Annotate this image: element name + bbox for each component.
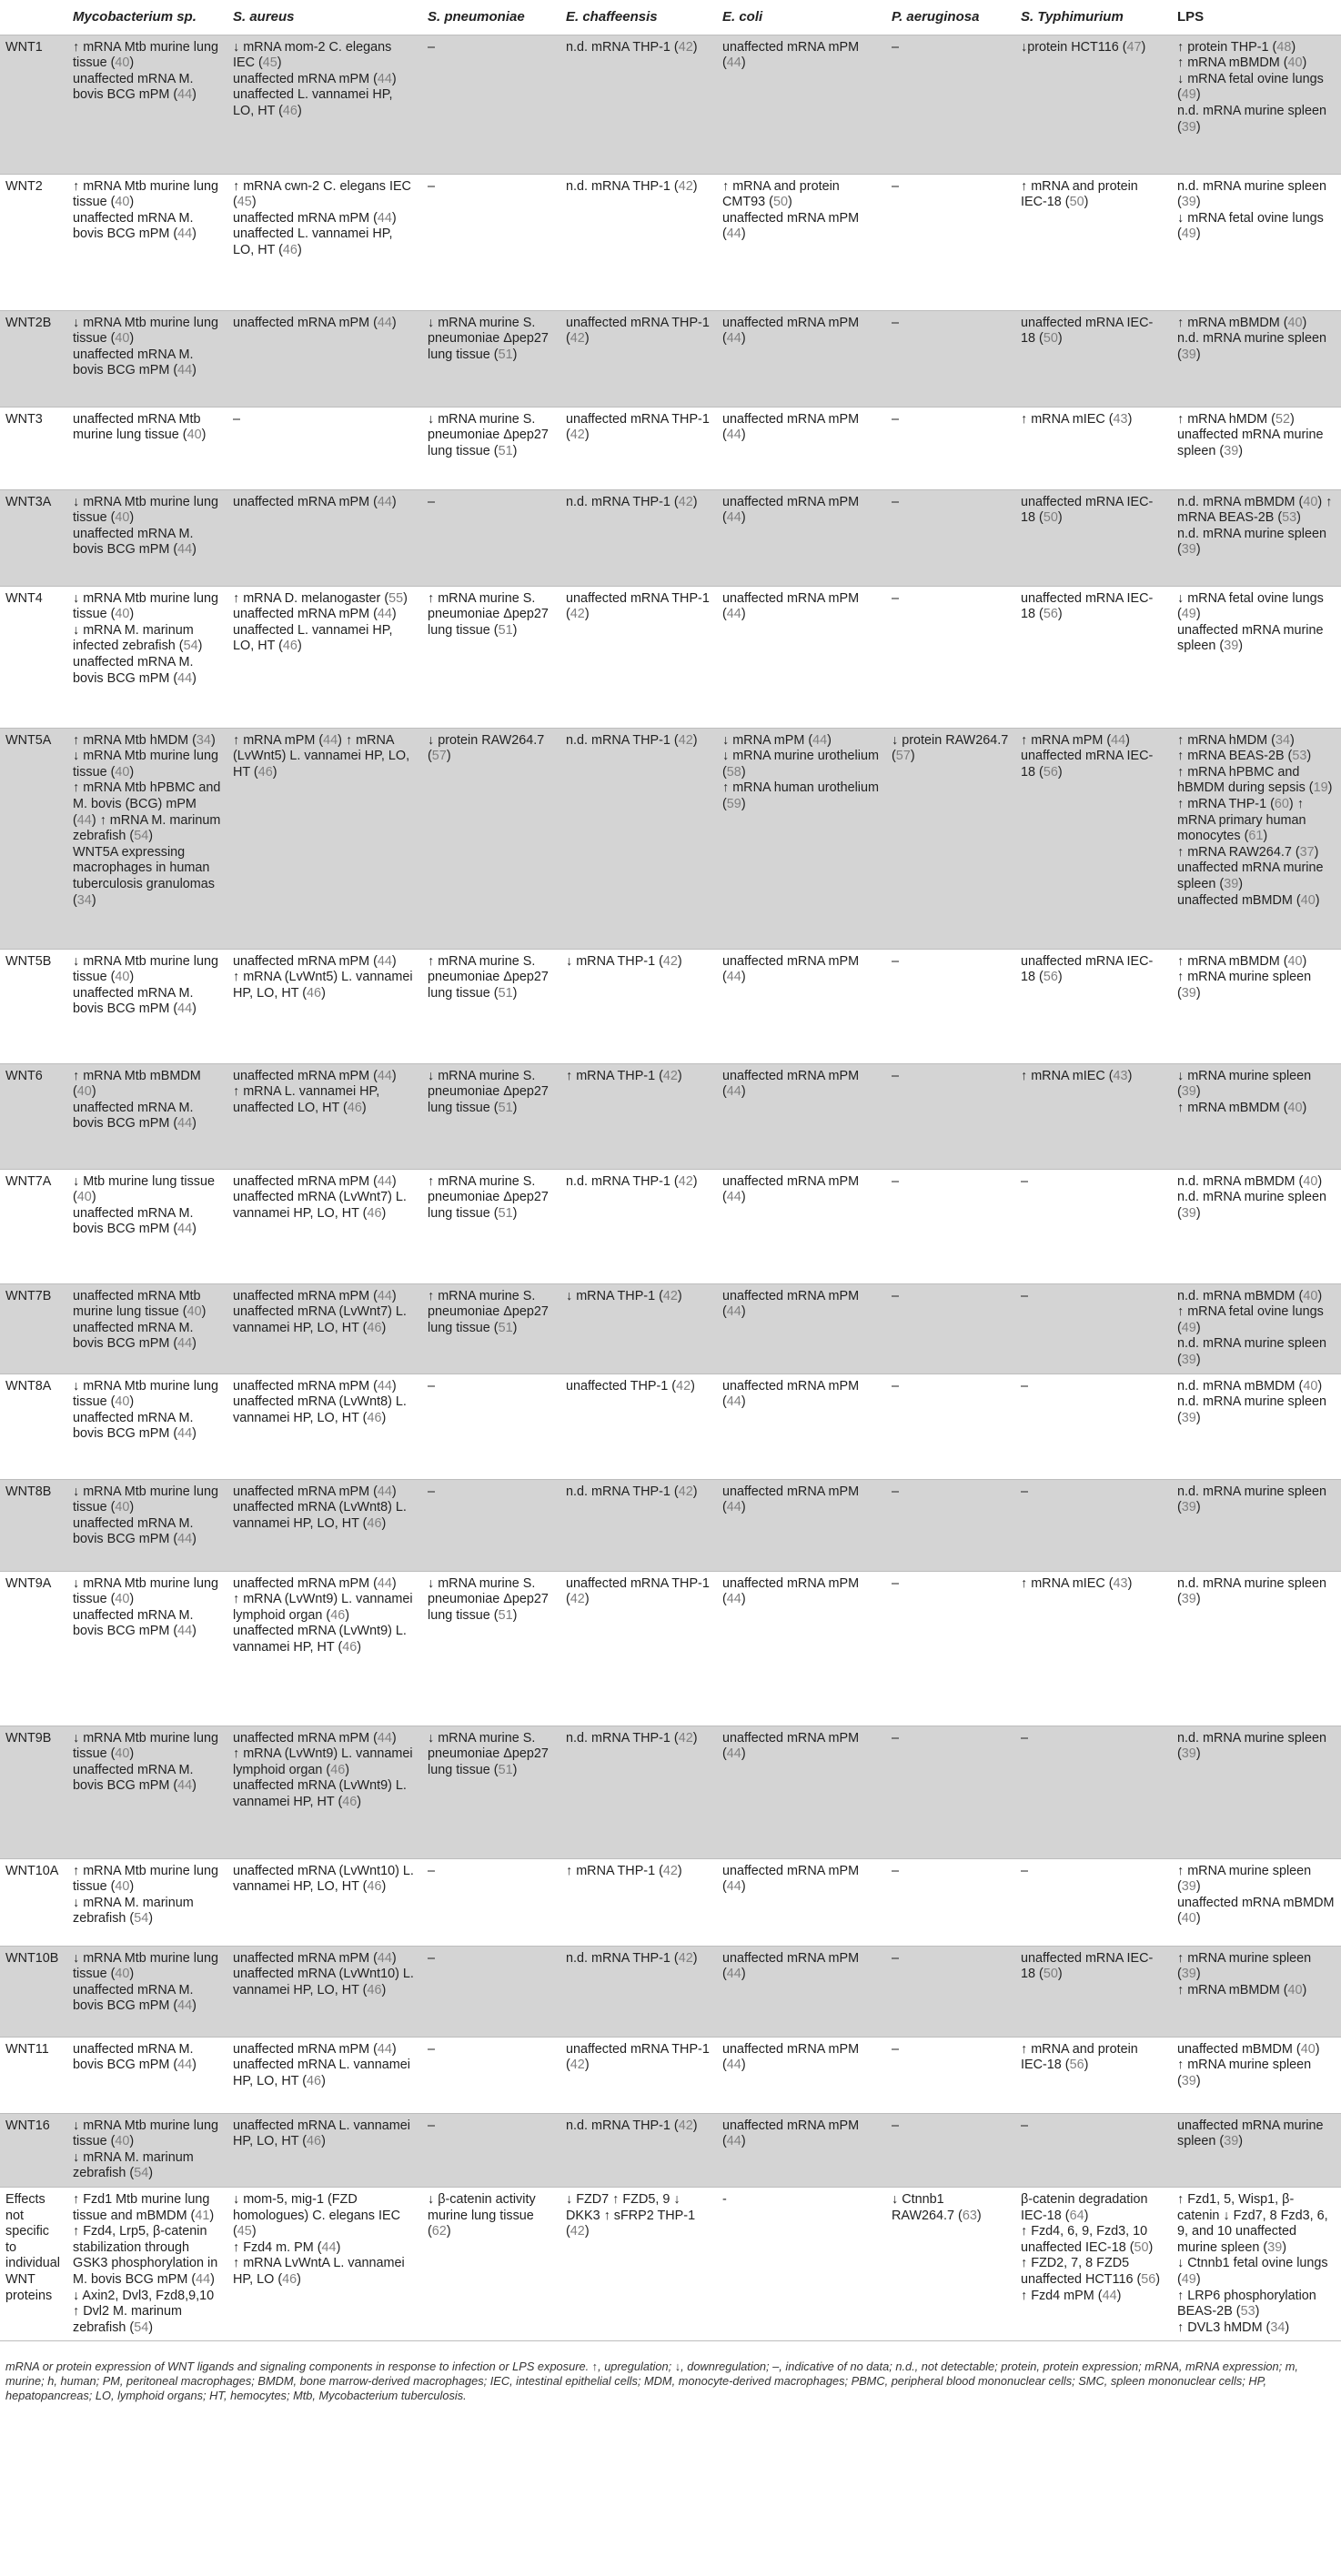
table-cell: unaffected mRNA THP-1 (42) [560, 310, 717, 407]
table-row [0, 1283, 1341, 1374]
table-cell: ↓ mRNA murine S. pneumoniae Δpep27 lung tissue (51) [422, 1571, 560, 1726]
table-cell: unaffected THP-1 (42) [560, 1374, 717, 1479]
table-cell: ↑ mRNA D. melanogaster (55) unaffected mRNA mPM (44) unaffected L. vannamei HP, LO, HT (46) [227, 586, 422, 728]
table-cell: ↓ mRNA Mtb murine lung tissue (40) unaffected mRNA M. bovis BCG mPM (44) [67, 1726, 227, 1858]
table-cell: unaffected mRNA (LvWnt10) L. vannamei HP, LO, HT (46) [227, 1858, 422, 1946]
table-cell: β-catenin degradation IEC-18 (64) ↑ Fzd4, 6, 9, Fzd3, 10 unaffected IEC-18 (50) ↑ FZD2, 7, 8 FZD5 unaffected HCT116 (56) ↑ Fzd4 mPM (44) [1015, 2187, 1172, 2340]
row-label: WNT2 [0, 174, 67, 310]
row-label: WNT16 [0, 2113, 67, 2187]
table-cell: ↑ Fzd1 Mtb murine lung tissue and mBMDM (41) ↑ Fzd4, Lrp5, β-catenin stabilization through GSK3 phosphorylation in M. bovis BCG mPM (44) ↓ Axin2, Dvl3, Fzd8,9,10 ↑ Dvl2 M. marinum zebrafish (54) [67, 2187, 227, 2340]
table-cell: ↑ mRNA murine S. pneumoniae Δpep27 lung tissue (51) [422, 1283, 560, 1374]
row-label: WNT9A [0, 1571, 67, 1726]
table-cell: unaffected mRNA mPM (44) [717, 310, 886, 407]
table-cell: ↓ mRNA Mtb murine lung tissue (40) unaffected mRNA M. bovis BCG mPM (44) [67, 1571, 227, 1726]
table-cell: – [1015, 1858, 1172, 1946]
table-cell: unaffected mRNA mPM (44) [717, 1858, 886, 1946]
table-cell: n.d. mRNA murine spleen (39) [1172, 1726, 1341, 1858]
table-cell: – [227, 407, 422, 489]
table-cell: unaffected mRNA THP-1 (42) [560, 586, 717, 728]
table-row [0, 1571, 1341, 1726]
table-cell: ↓ mRNA Mtb murine lung tissue (40) ↓ mRNA M. marinum zebrafish (54) [67, 2113, 227, 2187]
table-cell: – [422, 1374, 560, 1479]
table-cell: unaffected mRNA mPM (44) [717, 407, 886, 489]
table-cell: ↑ mRNA mPM (44) ↑ mRNA (LvWnt5) L. vannamei HP, LO, HT (46) [227, 728, 422, 949]
table-cell: n.d. mRNA murine spleen (39) ↓ mRNA fetal ovine lungs (49) [1172, 174, 1341, 310]
table-cell: unaffected mRNA mPM (44) unaffected mRNA (LvWnt7) L. vannamei HP, LO, HT (46) [227, 1283, 422, 1374]
table-cell: unaffected mRNA mPM (44) unaffected mRNA (LvWnt7) L. vannamei HP, LO, HT (46) [227, 1169, 422, 1283]
table-cell: ↑ mRNA murine S. pneumoniae Δpep27 lung tissue (51) [422, 586, 560, 728]
row-label: WNT5B [0, 949, 67, 1063]
header-cell: S. aureus [233, 9, 295, 25]
table-cell: n.d. mRNA mBMDM (40) ↑ mRNA BEAS-2B (53) n.d. mRNA murine spleen (39) [1172, 489, 1341, 586]
table-cell: n.d. mRNA murine spleen (39) [1172, 1479, 1341, 1571]
table-cell: unaffected mRNA THP-1 (42) [560, 2037, 717, 2113]
table-cell: unaffected mRNA mPM (44) [717, 489, 886, 586]
table-cell: – [1015, 1169, 1172, 1283]
table-cell: ↓ protein RAW264.7 (57) [422, 728, 560, 949]
table-cell: ↓ mRNA Mtb murine lung tissue (40) unaffected mRNA M. bovis BCG mPM (44) [67, 310, 227, 407]
row-label: WNT5A [0, 728, 67, 949]
table-cell: unaffected mRNA mPM (44) [717, 586, 886, 728]
table-cell: unaffected mRNA M. bovis BCG mPM (44) [67, 2037, 227, 2113]
table-cell: unaffected mRNA mPM (44) [717, 1946, 886, 2037]
table-cell: unaffected mRNA mPM (44) ↑ mRNA (LvWnt9) L. vannamei lymphoid organ (46) unaffected mRNA (LvWnt9) L. vannamei HP, HT (46) [227, 1571, 422, 1726]
header-cell [0, 0, 67, 35]
table-cell: – [886, 1571, 1015, 1726]
table-row [0, 174, 1341, 310]
row-label: WNT7A [0, 1169, 67, 1283]
row-label: Effects not specific to individual WNT proteins [0, 2187, 67, 2340]
table-cell: ↓ β-catenin activity murine lung tissue (62) [422, 2187, 560, 2340]
table-cell: unaffected mRNA mPM (44) [717, 1374, 886, 1479]
table-cell: - [717, 2187, 886, 2340]
table-cell: ↑ mRNA mIEC (43) [1015, 407, 1172, 489]
table-cell: n.d. mRNA mBMDM (40) n.d. mRNA murine spleen (39) [1172, 1169, 1341, 1283]
table-cell: unaffected mRNA mPM (44) [717, 1283, 886, 1374]
row-label: WNT9B [0, 1726, 67, 1858]
table-cell: unaffected mRNA mPM (44) [717, 1169, 886, 1283]
table-row [0, 1858, 1341, 1946]
table-cell: ↑ protein THP-1 (48) ↑ mRNA mBMDM (40) ↓ mRNA fetal ovine lungs (49) n.d. mRNA murine spleen (39) [1172, 35, 1341, 174]
table-cell: ↑ mRNA Mtb hMDM (34) ↓ mRNA Mtb murine lung tissue (40) ↑ mRNA Mtb hPBMC and M. bovis (BCG) mPM (44) ↑ mRNA M. marinum zebrafish (54) WNT5A expressing macrophages in human tuberculosis granulomas (34) [67, 728, 227, 949]
row-label: WNT8B [0, 1479, 67, 1571]
table-cell: – [886, 1063, 1015, 1169]
table-cell: – [886, 949, 1015, 1063]
table-row [0, 728, 1341, 949]
table-cell: n.d. mRNA murine spleen (39) [1172, 1571, 1341, 1726]
table-cell: ↑ mRNA Mtb mBMDM (40) unaffected mRNA M. bovis BCG mPM (44) [67, 1063, 227, 1169]
table-cell: – [886, 310, 1015, 407]
table-cell: ↓ mRNA Mtb murine lung tissue (40) unaffected mRNA M. bovis BCG mPM (44) [67, 1374, 227, 1479]
table-cell: unaffected mRNA mPM (44) [717, 1726, 886, 1858]
header-cell: S. pneumoniae [428, 9, 525, 25]
table-cell: n.d. mRNA THP-1 (42) [560, 489, 717, 586]
table-cell: n.d. mRNA THP-1 (42) [560, 1479, 717, 1571]
table-cell: ↓protein HCT116 (47) [1015, 35, 1172, 174]
header-cell: Mycobacterium sp. [73, 9, 197, 25]
table-cell: – [422, 2113, 560, 2187]
table-cell: ↑ mRNA THP-1 (42) [560, 1858, 717, 1946]
table-cell: ↑ mRNA and protein CMT93 (50) unaffected mRNA mPM (44) [717, 174, 886, 310]
table-cell: ↓ mRNA mom-2 C. elegans IEC (45) unaffected mRNA mPM (44) unaffected L. vannamei HP, LO, HT (46) [227, 35, 422, 174]
table-cell: ↑ mRNA Mtb murine lung tissue (40) unaffected mRNA M. bovis BCG mPM (44) [67, 35, 227, 174]
row-label: WNT11 [0, 2037, 67, 2113]
row-label: WNT10B [0, 1946, 67, 2037]
table-cell: – [886, 407, 1015, 489]
table-row [0, 949, 1341, 1063]
table-cell: unaffected mRNA mPM (44) unaffected mRNA (LvWnt10) L. vannamei HP, LO, HT (46) [227, 1946, 422, 2037]
table-cell: – [886, 174, 1015, 310]
table-cell: ↓ mom-5, mig-1 (FZD homologues) C. elegans IEC (45) ↑ Fzd4 m. PM (44) ↑ mRNA LvWntA L. vannamei HP, LO (46) [227, 2187, 422, 2340]
row-label: WNT8A [0, 1374, 67, 1479]
table-cell: unaffected mRNA mPM (44) [717, 1063, 886, 1169]
table-cell: ↑ mRNA murine spleen (39) ↑ mRNA mBMDM (40) [1172, 1946, 1341, 2037]
table-cell: n.d. mRNA THP-1 (42) [560, 1169, 717, 1283]
table-cell: unaffected mBMDM (40) ↑ mRNA murine spleen (39) [1172, 2037, 1341, 2113]
row-label: WNT7B [0, 1283, 67, 1374]
table-row [0, 407, 1341, 489]
table-footnote: mRNA or protein expression of WNT ligands and signaling components in response to infection or LPS exposure. ↑, upregulation; ↓, downregulation; –, indicative of no data; n.d., not detectable; protein, protein expression; mRNA, mRNA expression; m, murine; h, human; PM, peritoneal macrophages; BMDM, bone marrow-derived macrophages; IEC, intestinal epithelial cells; MDM, monocyte-derived macrophages; PBMC, peripheral blood mononuclear cells; SMC, spleen mononuclear cells; HP, hepatopancreas; LO, lymphoid organs; HT, hemocytes; Mtb, Mycobacterium tuberculosis. [0, 2340, 1341, 2403]
table-cell: ↓ mRNA THP-1 (42) [560, 949, 717, 1063]
table-cell: ↓ mRNA THP-1 (42) [560, 1283, 717, 1374]
table-cell: ↑ mRNA mIEC (43) [1015, 1571, 1172, 1726]
table-cell: n.d. mRNA THP-1 (42) [560, 2113, 717, 2187]
row-label: WNT10A [0, 1858, 67, 1946]
table-row [0, 1946, 1341, 2037]
table-cell: unaffected mRNA Mtb murine lung tissue (40) unaffected mRNA M. bovis BCG mPM (44) [67, 1283, 227, 1374]
table-cell: ↑ mRNA hMDM (34) ↑ mRNA BEAS-2B (53) ↑ mRNA hPBMC and hBMDM during sepsis (19) ↑ mRNA THP-1 (60) ↑ mRNA primary human monocytes (61) ↑ mRNA RAW264.7 (37) unaffected mRNA murine spleen (39) unaffected mBMDM (40) [1172, 728, 1341, 949]
table-cell: ↑ mRNA THP-1 (42) [560, 1063, 717, 1169]
header-cell: S. Typhimurium [1021, 9, 1124, 25]
table-cell: unaffected mRNA IEC-18 (56) [1015, 586, 1172, 728]
table-cell: ↓ Mtb murine lung tissue (40) unaffected mRNA M. bovis BCG mPM (44) [67, 1169, 227, 1283]
table-row [0, 489, 1341, 586]
table-cell: ↑ mRNA mBMDM (40) ↑ mRNA murine spleen (39) [1172, 949, 1341, 1063]
table-cell: unaffected mRNA IEC-18 (50) [1015, 310, 1172, 407]
table-cell: unaffected mRNA mPM (44) [717, 949, 886, 1063]
table-cell: ↑ mRNA and protein IEC-18 (50) [1015, 174, 1172, 310]
header-cell: E. chaffeensis [566, 9, 658, 25]
table-cell: – [886, 1479, 1015, 1571]
table-cell: n.d. mRNA THP-1 (42) [560, 35, 717, 174]
table-cell: unaffected mRNA mPM (44) [717, 35, 886, 174]
table-cell: ↑ mRNA murine S. pneumoniae Δpep27 lung tissue (51) [422, 949, 560, 1063]
table-cell: n.d. mRNA THP-1 (42) [560, 728, 717, 949]
table-cell: ↑ mRNA cwn-2 C. elegans IEC (45) unaffected mRNA mPM (44) unaffected L. vannamei HP, LO, HT (46) [227, 174, 422, 310]
table-cell: unaffected mRNA mPM (44) [717, 2037, 886, 2113]
table-cell: ↑ mRNA hMDM (52) unaffected mRNA murine spleen (39) [1172, 407, 1341, 489]
table-cell: – [422, 1858, 560, 1946]
table-cell: – [422, 1479, 560, 1571]
table-cell: – [1015, 1726, 1172, 1858]
table-cell: ↑ mRNA Mtb murine lung tissue (40) ↓ mRNA M. marinum zebrafish (54) [67, 1858, 227, 1946]
table-cell: ↓ mRNA Mtb murine lung tissue (40) ↓ mRNA M. marinum infected zebrafish (54) unaffected mRNA M. bovis BCG mPM (44) [67, 586, 227, 728]
table-cell: unaffected mRNA mPM (44) [717, 1571, 886, 1726]
table-cell: – [1015, 1283, 1172, 1374]
row-label: WNT1 [0, 35, 67, 174]
table-cell: n.d. mRNA THP-1 (42) [560, 1946, 717, 2037]
table-cell: n.d. mRNA THP-1 (42) [560, 1726, 717, 1858]
table-cell: – [1015, 2113, 1172, 2187]
header-cell: LPS [1177, 9, 1205, 25]
table-cell: unaffected mRNA mPM (44) [717, 1479, 886, 1571]
table-cell: n.d. mRNA THP-1 (42) [560, 174, 717, 310]
table-cell: ↓ mRNA Mtb murine lung tissue (40) unaffected mRNA M. bovis BCG mPM (44) [67, 1479, 227, 1571]
table-cell: unaffected mRNA IEC-18 (50) [1015, 489, 1172, 586]
table-cell: ↓ Ctnnb1 RAW264.7 (63) [886, 2187, 1015, 2340]
table-cell: ↑ mRNA mPM (44) unaffected mRNA IEC-18 (56) [1015, 728, 1172, 949]
table-cell: ↑ Fzd1, 5, Wisp1, β-catenin ↓ Fzd7, 8 Fzd3, 6, 9, and 10 unaffected murine spleen (39) ↓ Ctnnb1 fetal ovine lungs (49) ↑ LRP6 phosphorylation BEAS-2B (53) ↑ DVL3 hMDM (34) [1172, 2187, 1341, 2340]
table-cell: ↑ mRNA murine S. pneumoniae Δpep27 lung tissue (51) [422, 1169, 560, 1283]
table-cell: – [422, 489, 560, 586]
table-cell: unaffected mRNA Mtb murine lung tissue (40) [67, 407, 227, 489]
table-cell: ↑ mRNA mBMDM (40) n.d. mRNA murine spleen (39) [1172, 310, 1341, 407]
row-label: WNT2B [0, 310, 67, 407]
table-cell: – [422, 1946, 560, 2037]
row-label: WNT4 [0, 586, 67, 728]
row-label: WNT3 [0, 407, 67, 489]
table-cell: unaffected mRNA mPM (44) [227, 489, 422, 586]
table-cell: – [886, 2113, 1015, 2187]
table-row [0, 1063, 1341, 1169]
table-row [0, 1479, 1341, 1571]
table-cell: – [886, 35, 1015, 174]
table-row [0, 1169, 1341, 1283]
table-cell: unaffected mRNA murine spleen (39) [1172, 2113, 1341, 2187]
table-row [0, 35, 1341, 174]
table-cell: ↑ mRNA Mtb murine lung tissue (40) unaffected mRNA M. bovis BCG mPM (44) [67, 174, 227, 310]
table-row [0, 1374, 1341, 1479]
table-cell: – [886, 2037, 1015, 2113]
table-cell: – [1015, 1479, 1172, 1571]
table-cell: unaffected mRNA THP-1 (42) [560, 1571, 717, 1726]
row-label: WNT6 [0, 1063, 67, 1169]
table-cell: – [422, 174, 560, 310]
table-cell: unaffected mRNA mPM (44) [717, 2113, 886, 2187]
table-cell: – [886, 1283, 1015, 1374]
table-cell: ↓ mRNA Mtb murine lung tissue (40) unaffected mRNA M. bovis BCG mPM (44) [67, 1946, 227, 2037]
table-cell: ↓ mRNA murine spleen (39) ↑ mRNA mBMDM (40) [1172, 1063, 1341, 1169]
table-cell: unaffected mRNA mPM (44) ↑ mRNA (LvWnt5) L. vannamei HP, LO, HT (46) [227, 949, 422, 1063]
table-cell: ↓ protein RAW264.7 (57) [886, 728, 1015, 949]
table-cell: unaffected mRNA mPM (44) ↑ mRNA L. vannamei HP, unaffected LO, HT (46) [227, 1063, 422, 1169]
table-cell: – [886, 586, 1015, 728]
header-row [0, 0, 1341, 35]
table-row [0, 310, 1341, 407]
table-cell: unaffected mRNA THP-1 (42) [560, 407, 717, 489]
table-cell: – [886, 1169, 1015, 1283]
table-cell: – [422, 2037, 560, 2113]
table-cell: – [886, 1726, 1015, 1858]
table-cell: ↓ mRNA mPM (44) ↓ mRNA murine urothelium (58) ↑ mRNA human urothelium (59) [717, 728, 886, 949]
table-cell: ↑ mRNA and protein IEC-18 (56) [1015, 2037, 1172, 2113]
table-cell: unaffected mRNA IEC-18 (50) [1015, 1946, 1172, 2037]
table-cell: unaffected mRNA mPM (44) ↑ mRNA (LvWnt9) L. vannamei lymphoid organ (46) unaffected mRNA (LvWnt9) L. vannamei HP, HT (46) [227, 1726, 422, 1858]
table-cell: ↓ mRNA fetal ovine lungs (49) unaffected mRNA murine spleen (39) [1172, 586, 1341, 728]
table-cell: ↑ mRNA mIEC (43) [1015, 1063, 1172, 1169]
header-cell: E. coli [722, 9, 763, 25]
header-cell: P. aeruginosa [892, 9, 980, 25]
table-cell: – [1015, 1374, 1172, 1479]
row-label: WNT3A [0, 489, 67, 586]
table-row [0, 2037, 1341, 2113]
table-cell: n.d. mRNA mBMDM (40) ↑ mRNA fetal ovine lungs (49) n.d. mRNA murine spleen (39) [1172, 1283, 1341, 1374]
table-cell: unaffected mRNA mPM (44) [227, 310, 422, 407]
table-row [0, 2113, 1341, 2187]
table-cell: unaffected mRNA mPM (44) unaffected mRNA L. vannamei HP, LO, HT (46) [227, 2037, 422, 2113]
table-cell: ↓ mRNA murine S. pneumoniae Δpep27 lung tissue (51) [422, 407, 560, 489]
table-cell: – [886, 1946, 1015, 2037]
table-row [0, 1726, 1341, 1858]
table-cell: ↓ mRNA murine S. pneumoniae Δpep27 lung tissue (51) [422, 1726, 560, 1858]
table-cell: – [886, 489, 1015, 586]
table-cell: ↑ mRNA murine spleen (39) unaffected mRNA mBMDM (40) [1172, 1858, 1341, 1946]
table-cell: ↓ mRNA murine S. pneumoniae Δpep27 lung tissue (51) [422, 310, 560, 407]
table-cell: ↓ mRNA murine S. pneumoniae Δpep27 lung tissue (51) [422, 1063, 560, 1169]
table-cell: n.d. mRNA mBMDM (40) n.d. mRNA murine spleen (39) [1172, 1374, 1341, 1479]
table-row [0, 586, 1341, 728]
table-cell: unaffected mRNA IEC-18 (56) [1015, 949, 1172, 1063]
table-cell: unaffected mRNA L. vannamei HP, LO, HT (46) [227, 2113, 422, 2187]
table-cell: – [422, 35, 560, 174]
table-row [0, 2187, 1341, 2340]
table-cell: – [886, 1858, 1015, 1946]
table-cell: ↓ mRNA Mtb murine lung tissue (40) unaffected mRNA M. bovis BCG mPM (44) [67, 949, 227, 1063]
table-cell: unaffected mRNA mPM (44) unaffected mRNA (LvWnt8) L. vannamei HP, LO, HT (46) [227, 1479, 422, 1571]
table-cell: unaffected mRNA mPM (44) unaffected mRNA (LvWnt8) L. vannamei HP, LO, HT (46) [227, 1374, 422, 1479]
table-cell: ↓ mRNA Mtb murine lung tissue (40) unaffected mRNA M. bovis BCG mPM (44) [67, 489, 227, 586]
table-cell: ↓ FZD7 ↑ FZD5, 9 ↓ DKK3 ↑ sFRP2 THP-1 (42) [560, 2187, 717, 2340]
table-cell: – [886, 1374, 1015, 1479]
